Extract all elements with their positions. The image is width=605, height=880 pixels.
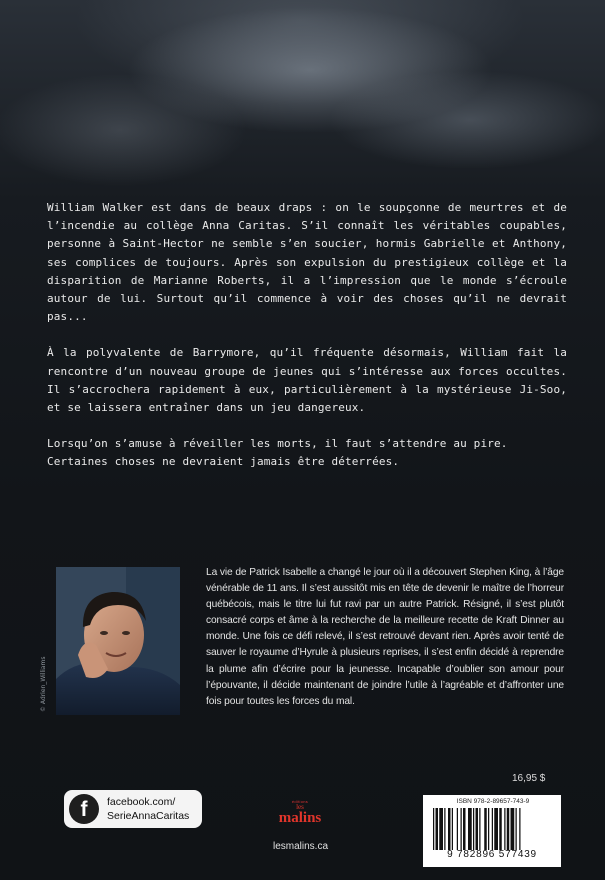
- publisher-logo-les: les: [296, 803, 304, 811]
- synopsis-paragraph-2: À la polyvalente de Barrymore, qu’il fréquente désormais, William fait la rencontre d’un nouveau groupe de jeunes qui s’intéresse aux forces occultes. Il s’accrochera rapidement à eux, particulièrement à la mystérieuse Ji-Soo, et se laissera entraîner dans un jeu dangereux.: [47, 346, 567, 415]
- price: 16,95 $: [512, 773, 546, 784]
- publisher-logo-editions: éditions: [291, 799, 309, 804]
- publisher-logo-malins: malins: [278, 810, 322, 826]
- synopsis: [47, 199, 567, 472]
- facebook-icon: f: [69, 794, 99, 824]
- publisher-logo: [270, 799, 330, 829]
- barcode-number: 9 782896 577439: [447, 849, 537, 860]
- barcode-icon: [433, 808, 551, 850]
- barcode-label: [423, 795, 561, 867]
- facebook-link[interactable]: [64, 790, 202, 828]
- isbn: ISBN 978-2-89657-743-9: [456, 798, 530, 805]
- facebook-url: [107, 795, 189, 823]
- synopsis-tagline-2: Certaines choses ne devraient jamais être déterrées.: [47, 455, 400, 469]
- author-photo: [56, 567, 180, 715]
- author-bio: La vie de Patrick Isabelle a changé le jour où il a découvert Stephen King, à l’âge vénérable de 11 ans. Il s’est aussitôt mis en tête de devenir le maître de l’horreur québécois, mais le titre lui fut ravi par un autre Patrick. Résigné, il s’est plutôt consacré corps et âme à la recherche de la meilleure recette de Kraft Dinner au monde. Une fois ce défi relevé, il s’est retrouvé devant rien. Après avoir tenté de sauver le royaume d’Hyrule à plusieurs reprises, il s’est enfin décidé à reprendre la plume afin d’écrire pour la jeunesse. Incapable d’oublier son amour pour l’épouvante, il décide maintenant de joindre l’utile à l’agréable et d’affronter une fois pour toutes les forces du mal.: [206, 567, 564, 707]
- publisher-website[interactable]: lesmalins.ca: [273, 841, 329, 852]
- synopsis-tagline-1: Lorsqu’on s’amuse à réveiller les morts, il faut s’attendre au pire.: [47, 437, 508, 451]
- synopsis-paragraph-3: [47, 435, 567, 471]
- facebook-url-line-1: facebook.com/: [107, 796, 176, 808]
- synopsis-paragraph-1: William Walker est dans de beaux draps : on le soupçonne de meurtres et de l’incendie au collège Anna Caritas. S’il connaît les véritables coupables, personne à Saint-Hector ne semble s’en soucier, hormis Gabrielle et Anthony, ses complices de toujours. Après son expulsion du prestigieux collège et la disparition de Marianne Roberts, il a l’impression que le monde s’écroule autour de lui. Surtout qu’il commence à voir des choses qu’il ne devrait pas...: [47, 201, 567, 324]
- photo-credit: © Adrien_Williams: [40, 656, 47, 712]
- facebook-url-line-2: SerieAnnaCaritas: [107, 810, 190, 822]
